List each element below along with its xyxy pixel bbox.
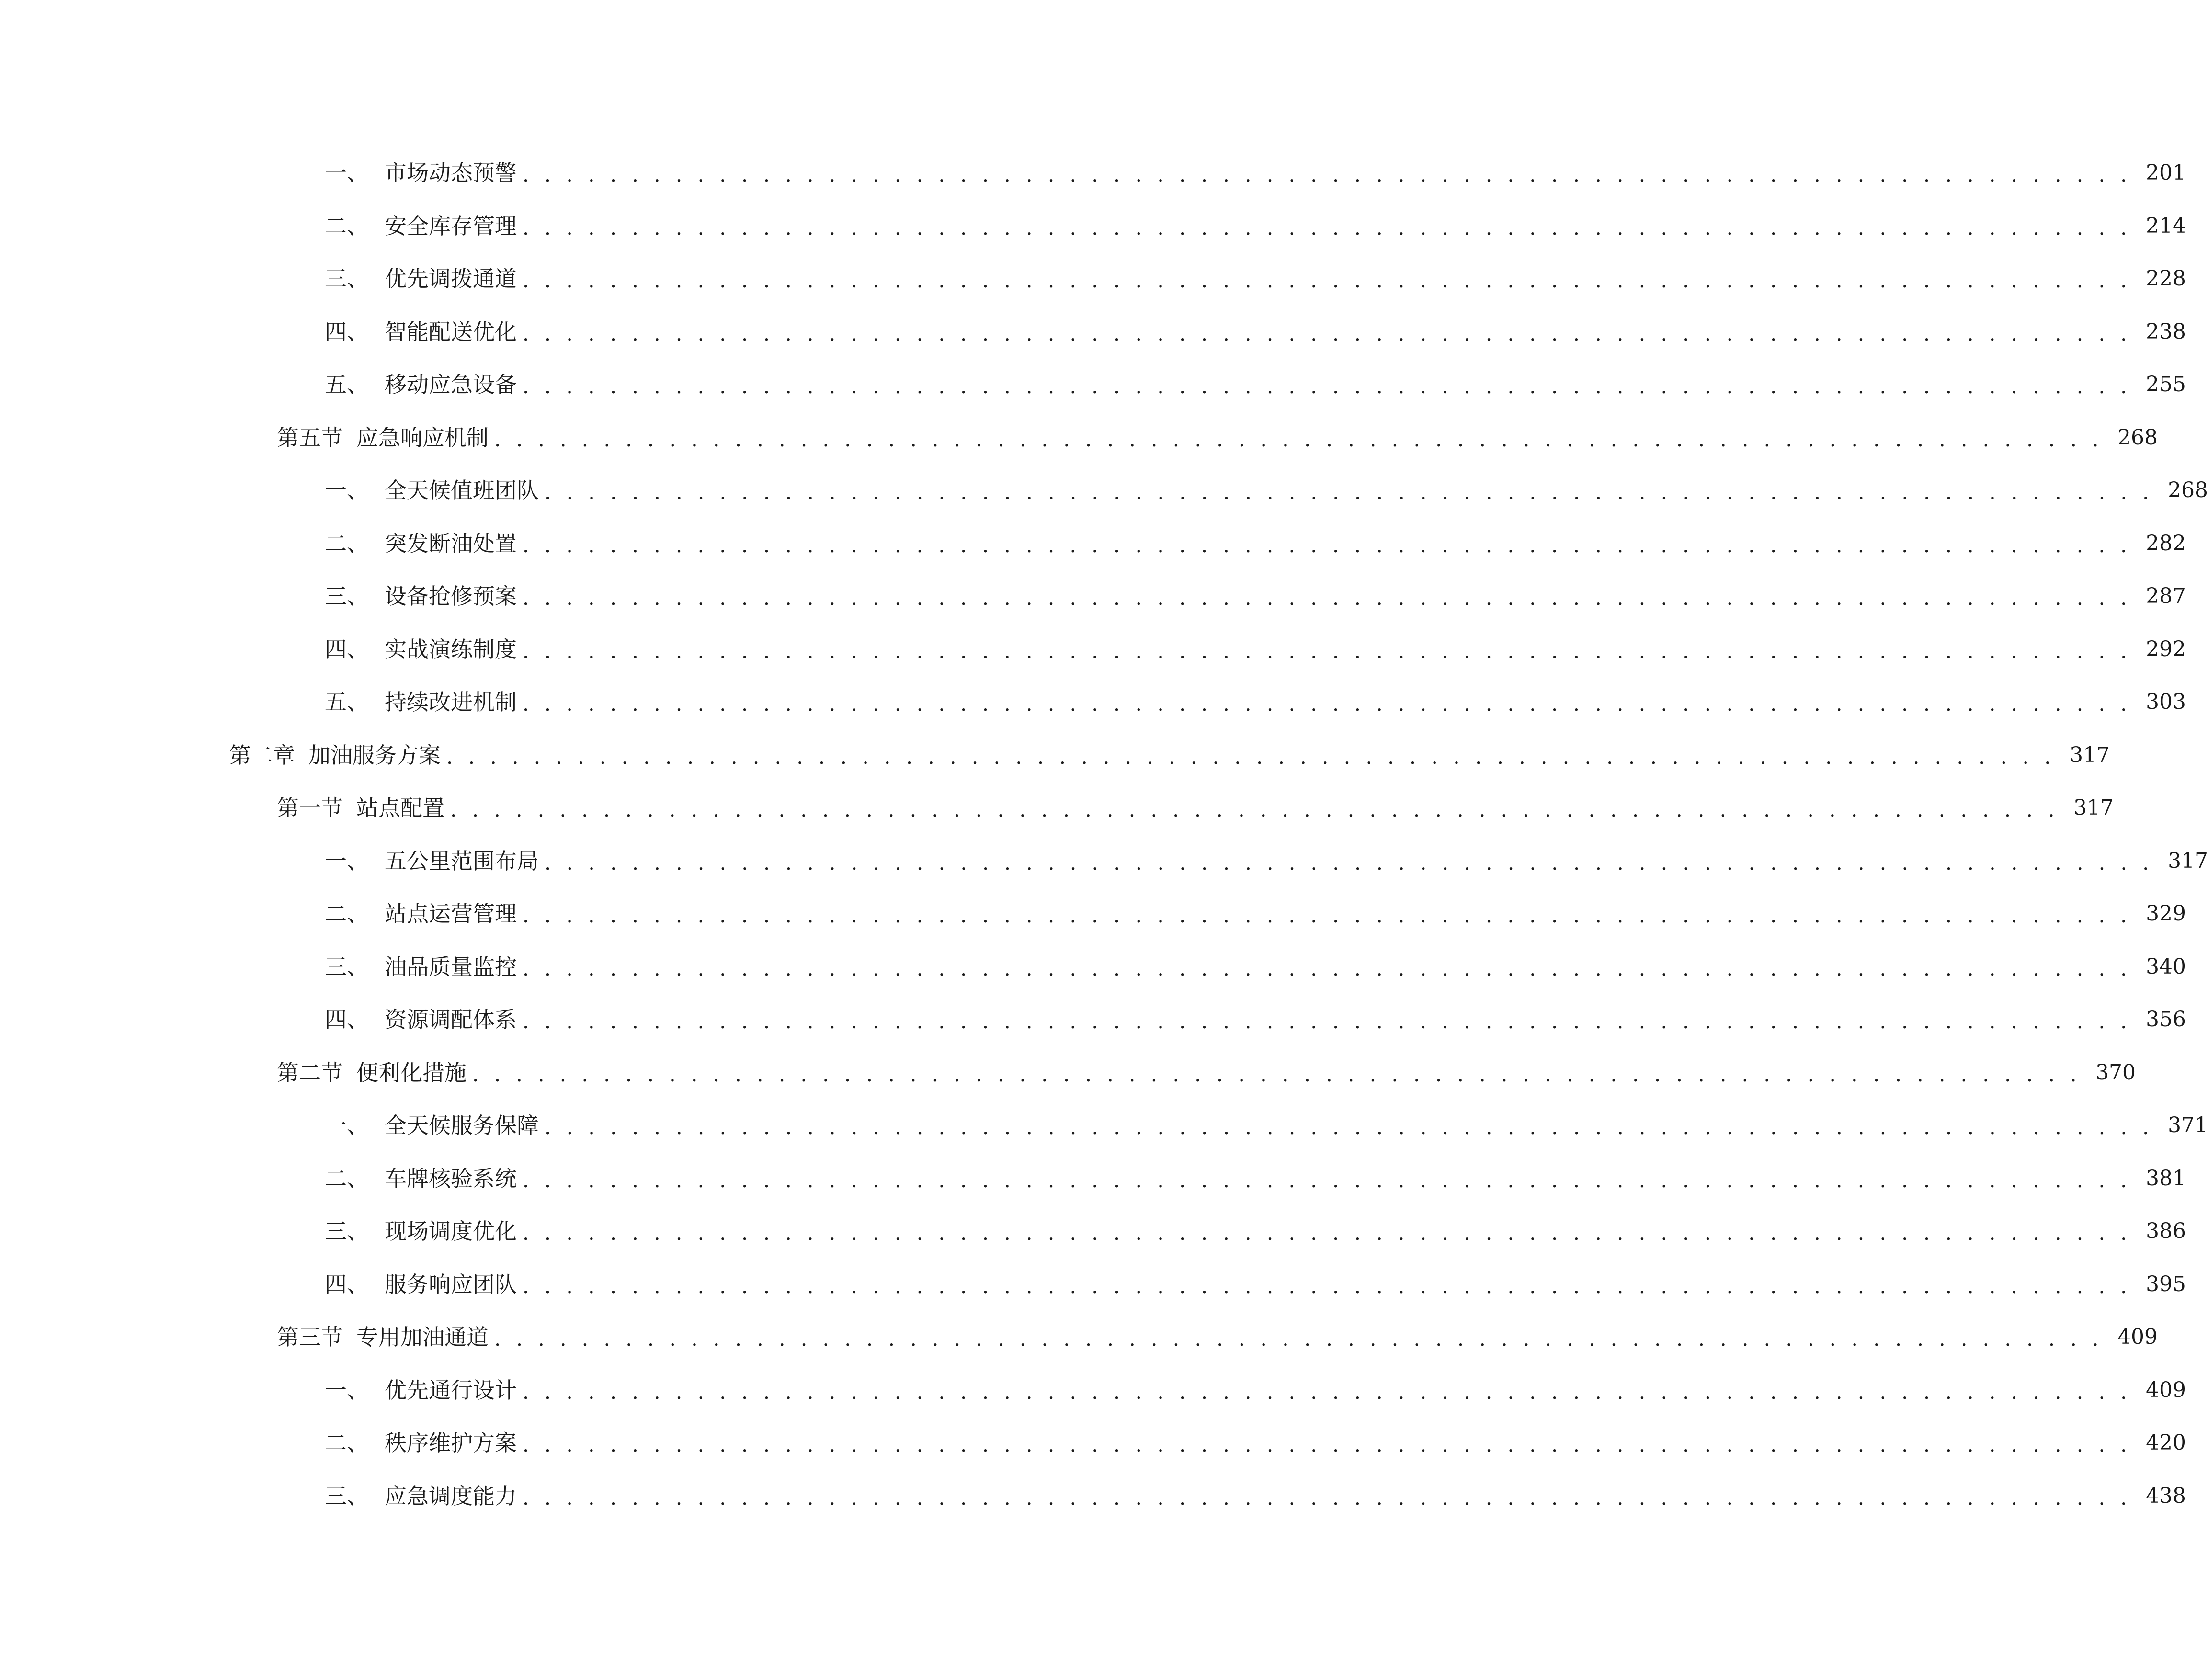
toc-leader-dots: . . . . . . . . . . . . . . . . . . . . . . . . . . . . . . . . . . . . . . . . . . . . . . . . . . . . . . . . . . . . . . . . . . . . . . . . . . <box>494 427 2104 451</box>
toc-entry[interactable] <box>0 835 2208 888</box>
toc-leader-dots: . . . . . . . . . . . . . . . . . . . . . . . . . . . . . . . . . . . . . . . . . . . . . . . . . . . . . . . . . . . . . . . . . . . . . . . . . . <box>545 480 2154 504</box>
toc-entry-page: 317 <box>2070 742 2110 767</box>
toc-entry-page: 287 <box>2146 584 2186 609</box>
toc-entry-page: 228 <box>2146 266 2186 291</box>
toc-entry-page: 317 <box>2073 795 2114 820</box>
toc-entry-number: 四、 <box>325 1271 369 1297</box>
toc-entry-number: 一、 <box>325 160 369 186</box>
toc-leader-dots: . . . . . . . . . . . . . . . . . . . . . . . . . . . . . . . . . . . . . . . . . . . . . . . . . . . . . . . . . . . . . . . . . . . . . . . . . . <box>523 904 2132 928</box>
toc-entry-title: 站点运营管理 <box>385 901 517 927</box>
toc-leader-dots: . . . . . . . . . . . . . . . . . . . . . . . . . . . . . . . . . . . . . . . . . . . . . . . . . . . . . . . . . . . . . . . . . . . . . . . . . . <box>472 1062 2082 1086</box>
toc-entry-page: 255 <box>2146 372 2186 397</box>
toc-entry-number: 二、 <box>325 1165 369 1192</box>
toc-entry[interactable] <box>0 1364 2186 1417</box>
toc-entry-page: 268 <box>2117 425 2158 450</box>
toc-section-entry[interactable] <box>0 1046 2136 1100</box>
toc-entry-number: 二、 <box>325 901 369 927</box>
toc-leader-dots: . . . . . . . . . . . . . . . . . . . . . . . . . . . . . . . . . . . . . . . . . . . . . . . . . . . . . . . . . . . . . . . . . . . . . . . . . . <box>446 745 2056 769</box>
toc-entry-title: 服务响应团队 <box>385 1271 517 1297</box>
toc-section-entry[interactable] <box>0 1311 2158 1364</box>
toc-entry[interactable] <box>0 570 2186 623</box>
toc-entry-title: 五公里范围布局 <box>385 848 539 874</box>
toc-leader-dots: . . . . . . . . . . . . . . . . . . . . . . . . . . . . . . . . . . . . . . . . . . . . . . . . . . . . . . . . . . . . . . . . . . . . . . . . . . <box>523 1433 2132 1457</box>
toc-entry-page: 381 <box>2146 1166 2186 1191</box>
toc-entry-title: 全天候服务保障 <box>385 1112 539 1139</box>
toc-leader-dots: . . . . . . . . . . . . . . . . . . . . . . . . . . . . . . . . . . . . . . . . . . . . . . . . . . . . . . . . . . . . . . . . . . . . . . . . . . <box>523 269 2132 293</box>
toc-entry[interactable] <box>0 676 2186 729</box>
toc-entry-title: 便利化措施 <box>356 1059 467 1086</box>
toc-entry-number: 四、 <box>325 1007 369 1033</box>
toc-entry-number: 第三节 <box>277 1324 343 1351</box>
toc-entry-number: 五、 <box>325 689 369 715</box>
toc-entry-title: 智能配送优化 <box>385 318 517 345</box>
toc-leader-dots: . . . . . . . . . . . . . . . . . . . . . . . . . . . . . . . . . . . . . . . . . . . . . . . . . . . . . . . . . . . . . . . . . . . . . . . . . . <box>523 639 2132 663</box>
toc-entry[interactable] <box>0 517 2186 570</box>
toc-entry-page: 329 <box>2146 901 2186 926</box>
toc-entry-page: 214 <box>2146 213 2186 238</box>
toc-entry-number: 五、 <box>325 372 369 398</box>
toc-entry-title: 秩序维护方案 <box>385 1430 517 1456</box>
toc-entry-number: 一、 <box>325 477 369 504</box>
toc-entry-page: 395 <box>2146 1271 2186 1296</box>
toc-entry-title: 优先调拨通道 <box>385 266 517 292</box>
toc-leader-dots: . . . . . . . . . . . . . . . . . . . . . . . . . . . . . . . . . . . . . . . . . . . . . . . . . . . . . . . . . . . . . . . . . . . . . . . . . . <box>523 1010 2132 1033</box>
toc-leader-dots: . . . . . . . . . . . . . . . . . . . . . . . . . . . . . . . . . . . . . . . . . . . . . . . . . . . . . . . . . . . . . . . . . . . . . . . . . . <box>523 1380 2132 1404</box>
toc-entry-page: 438 <box>2146 1483 2186 1508</box>
toc-leader-dots: . . . . . . . . . . . . . . . . . . . . . . . . . . . . . . . . . . . . . . . . . . . . . . . . . . . . . . . . . . . . . . . . . . . . . . . . . . <box>545 1115 2154 1139</box>
toc-entry-number: 第五节 <box>277 424 343 451</box>
toc-entry-page: 292 <box>2146 636 2186 661</box>
toc-leader-dots: . . . . . . . . . . . . . . . . . . . . . . . . . . . . . . . . . . . . . . . . . . . . . . . . . . . . . . . . . . . . . . . . . . . . . . . . . . <box>523 216 2132 239</box>
toc-entry[interactable] <box>0 306 2186 359</box>
toc-entry-page: 282 <box>2146 531 2186 556</box>
toc-entry[interactable] <box>0 358 2186 411</box>
toc-entry-page: 371 <box>2168 1113 2208 1138</box>
toc-entry-number: 四、 <box>325 318 369 345</box>
toc-entry[interactable] <box>0 993 2186 1046</box>
toc-entry-number: 一、 <box>325 1112 369 1139</box>
toc-entry[interactable] <box>0 1152 2186 1205</box>
toc-leader-dots: . . . . . . . . . . . . . . . . . . . . . . . . . . . . . . . . . . . . . . . . . . . . . . . . . . . . . . . . . . . . . . . . . . . . . . . . . . <box>523 1274 2132 1298</box>
toc-entry-number: 一、 <box>325 1377 369 1403</box>
toc-entry[interactable] <box>0 1099 2208 1152</box>
toc-entry-title: 市场动态预警 <box>385 160 517 186</box>
toc-entry[interactable] <box>0 1470 2186 1523</box>
toc-leader-dots: . . . . . . . . . . . . . . . . . . . . . . . . . . . . . . . . . . . . . . . . . . . . . . . . . . . . . . . . . . . . . . . . . . . . . . . . . . <box>523 321 2132 345</box>
toc-leader-dots: . . . . . . . . . . . . . . . . . . . . . . . . . . . . . . . . . . . . . . . . . . . . . . . . . . . . . . . . . . . . . . . . . . . . . . . . . . <box>523 586 2132 610</box>
toc-entry-title: 安全库存管理 <box>385 213 517 239</box>
toc-entry-page: 356 <box>2146 1007 2186 1032</box>
toc-leader-dots: . . . . . . . . . . . . . . . . . . . . . . . . . . . . . . . . . . . . . . . . . . . . . . . . . . . . . . . . . . . . . . . . . . . . . . . . . . <box>450 798 2060 822</box>
toc-entry-page: 370 <box>2095 1060 2136 1085</box>
toc-leader-dots: . . . . . . . . . . . . . . . . . . . . . . . . . . . . . . . . . . . . . . . . . . . . . . . . . . . . . . . . . . . . . . . . . . . . . . . . . . <box>523 1221 2132 1245</box>
toc-entry-number: 二、 <box>325 530 369 556</box>
toc-leader-dots: . . . . . . . . . . . . . . . . . . . . . . . . . . . . . . . . . . . . . . . . . . . . . . . . . . . . . . . . . . . . . . . . . . . . . . . . . . <box>545 851 2154 874</box>
toc-entry-title: 优先通行设计 <box>385 1377 517 1403</box>
toc-entry-title: 设备抢修预案 <box>385 583 517 610</box>
toc-entry[interactable] <box>0 1258 2186 1311</box>
toc-entry-number: 二、 <box>325 1430 369 1456</box>
toc-entry-title: 油品质量监控 <box>385 954 517 980</box>
toc-leader-dots: . . . . . . . . . . . . . . . . . . . . . . . . . . . . . . . . . . . . . . . . . . . . . . . . . . . . . . . . . . . . . . . . . . . . . . . . . . <box>523 956 2132 980</box>
toc-entry-title: 资源调配体系 <box>385 1007 517 1033</box>
toc-entry-page: 238 <box>2146 319 2186 344</box>
toc-entry-title: 实战演练制度 <box>385 636 517 662</box>
toc-entry-title: 全天候值班团队 <box>385 477 539 504</box>
toc-entry-title: 突发断油处置 <box>385 530 517 556</box>
toc-section-entry[interactable] <box>0 782 2114 835</box>
toc-entry[interactable] <box>0 941 2186 994</box>
toc-entry-page: 386 <box>2146 1219 2186 1244</box>
toc-entry-page: 409 <box>2146 1377 2186 1402</box>
toc-entry-title: 移动应急设备 <box>385 372 517 398</box>
toc-chapter-entry[interactable] <box>0 729 2110 782</box>
toc-entry-title: 站点配置 <box>356 795 444 821</box>
toc-entry-number: 三、 <box>325 1483 369 1509</box>
toc-entry-title: 车牌核验系统 <box>385 1165 517 1192</box>
toc-entry-number: 二、 <box>325 213 369 239</box>
toc-entry-title: 现场调度优化 <box>385 1218 517 1245</box>
table-of-contents <box>0 147 2208 1522</box>
toc-leader-dots: . . . . . . . . . . . . . . . . . . . . . . . . . . . . . . . . . . . . . . . . . . . . . . . . . . . . . . . . . . . . . . . . . . . . . . . . . . <box>523 692 2132 716</box>
toc-entry-title: 应急响应机制 <box>356 424 489 451</box>
toc-leader-dots: . . . . . . . . . . . . . . . . . . . . . . . . . . . . . . . . . . . . . . . . . . . . . . . . . . . . . . . . . . . . . . . . . . . . . . . . . . <box>523 375 2132 398</box>
toc-leader-dots: . . . . . . . . . . . . . . . . . . . . . . . . . . . . . . . . . . . . . . . . . . . . . . . . . . . . . . . . . . . . . . . . . . . . . . . . . . <box>523 1486 2132 1510</box>
toc-entry-number: 三、 <box>325 583 369 610</box>
toc-entry-page: 420 <box>2146 1430 2186 1455</box>
toc-entry[interactable] <box>0 200 2186 253</box>
toc-entry-number: 第一节 <box>277 795 343 821</box>
toc-entry-title: 加油服务方案 <box>308 742 441 768</box>
toc-entry[interactable] <box>0 147 2186 200</box>
toc-leader-dots: . . . . . . . . . . . . . . . . . . . . . . . . . . . . . . . . . . . . . . . . . . . . . . . . . . . . . . . . . . . . . . . . . . . . . . . . . . <box>523 533 2132 557</box>
toc-entry[interactable] <box>0 252 2186 306</box>
toc-entry[interactable] <box>0 464 2208 517</box>
toc-entry-page: 303 <box>2146 690 2186 715</box>
toc-entry[interactable] <box>0 623 2186 676</box>
toc-entry-title: 专用加油通道 <box>356 1324 489 1351</box>
toc-entry-number: 第二章 <box>229 742 295 768</box>
toc-entry-number: 三、 <box>325 954 369 980</box>
toc-entry-number: 一、 <box>325 848 369 874</box>
toc-entry-page: 340 <box>2146 954 2186 979</box>
toc-entry[interactable] <box>0 887 2186 941</box>
toc-entry[interactable] <box>0 1417 2186 1470</box>
toc-entry-title: 应急调度能力 <box>385 1483 517 1509</box>
toc-entry-page: 409 <box>2117 1325 2158 1350</box>
toc-entry-page: 268 <box>2168 478 2208 503</box>
toc-entry[interactable] <box>0 1205 2186 1258</box>
toc-entry-page: 317 <box>2168 848 2208 873</box>
toc-entry-number: 四、 <box>325 636 369 662</box>
toc-entry-number: 三、 <box>325 266 369 292</box>
toc-leader-dots: . . . . . . . . . . . . . . . . . . . . . . . . . . . . . . . . . . . . . . . . . . . . . . . . . . . . . . . . . . . . . . . . . . . . . . . . . . <box>494 1327 2104 1351</box>
toc-entry-number: 三、 <box>325 1218 369 1245</box>
toc-entry-title: 持续改进机制 <box>385 689 517 715</box>
toc-leader-dots: . . . . . . . . . . . . . . . . . . . . . . . . . . . . . . . . . . . . . . . . . . . . . . . . . . . . . . . . . . . . . . . . . . . . . . . . . . <box>523 163 2132 187</box>
toc-entry-page: 201 <box>2146 160 2186 185</box>
toc-section-entry[interactable] <box>0 411 2158 465</box>
toc-entry-number: 第二节 <box>277 1059 343 1086</box>
toc-leader-dots: . . . . . . . . . . . . . . . . . . . . . . . . . . . . . . . . . . . . . . . . . . . . . . . . . . . . . . . . . . . . . . . . . . . . . . . . . . <box>523 1168 2132 1192</box>
